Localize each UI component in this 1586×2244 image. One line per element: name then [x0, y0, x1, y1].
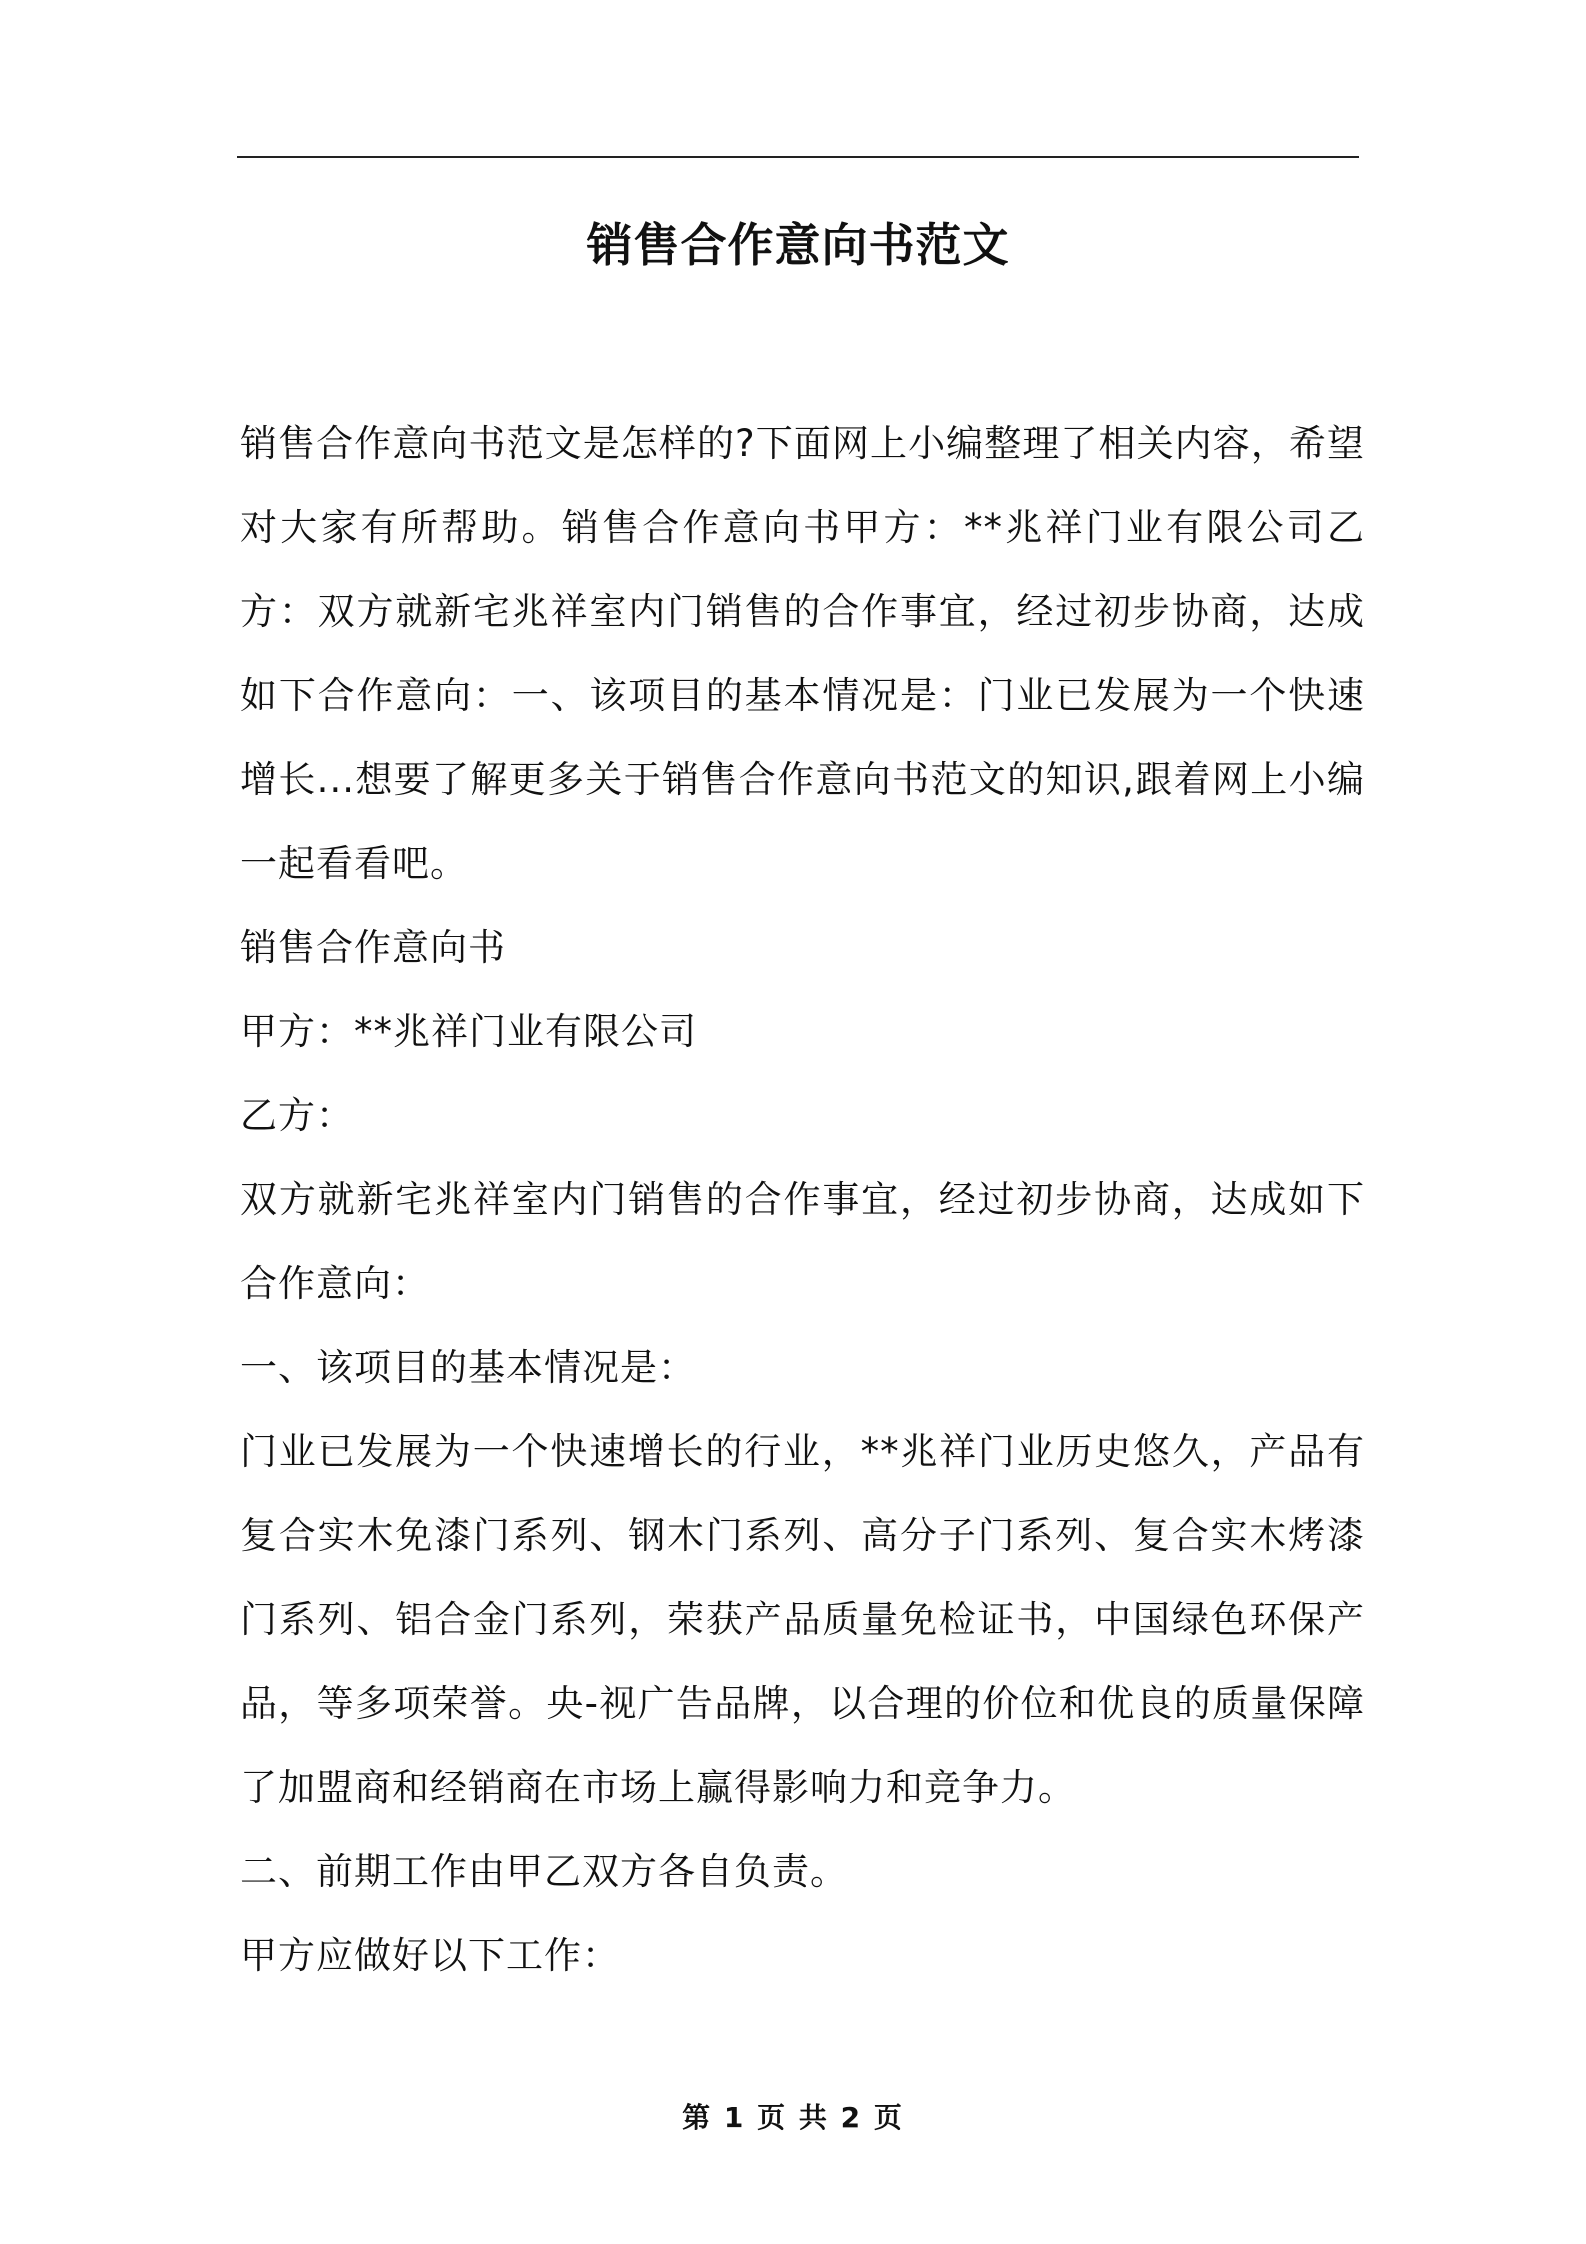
header-rule — [237, 156, 1359, 158]
agreement-paragraph: 双方就新宅兆祥室内门销售的合作事宜，经过初步协商，达成如下合作意向： — [240, 1178, 1365, 1305]
clause-one-paragraph: 门业已发展为一个快速增长的行业，**兆祥门业历史悠久，产品有复合实木免漆门系列、钢木门系列、高分子门系列、复合实木烤漆门系列、铝合金门系列，荣获产品质量免检证书，中国绿色环保产品，等多项荣誉。央-视广告品牌，以合理的价位和优良的质量保障了加盟商和经销商在市场上赢得影响力和竞争力。 — [240, 1430, 1365, 1809]
clause-two-heading: 二、前期工作由甲乙双方各自负责。 — [240, 1850, 848, 1893]
clause-one-heading: 一、该项目的基本情况是： — [240, 1346, 696, 1389]
page-indicator: 第 1 页 共 2 页 — [682, 2101, 904, 2134]
party-a-line: 甲方：**兆祥门业有限公司 — [240, 1010, 697, 1053]
party-b-line: 乙方： — [240, 1094, 354, 1137]
intro-paragraph: 销售合作意向书范文是怎样的?下面网上小编整理了相关内容，希望对大家有所帮助。销售合作意向书甲方：**兆祥门业有限公司乙方：双方就新宅兆祥室内门销售的合作事宜，经过初步协商，达成如下合作意向：一、该项目的基本情况是：门业已发展为一个快速增长...想要了解更多关于销售合作意向书范文的知识,跟着网上小编一起看看吧。 — [240, 422, 1365, 885]
section-heading: 销售合作意向书 — [240, 926, 506, 969]
document-title: 销售合作意向书范文 — [586, 218, 1010, 272]
document-body — [240, 402, 1365, 1998]
party-a-duties-line: 甲方应做好以下工作： — [240, 1934, 620, 1977]
